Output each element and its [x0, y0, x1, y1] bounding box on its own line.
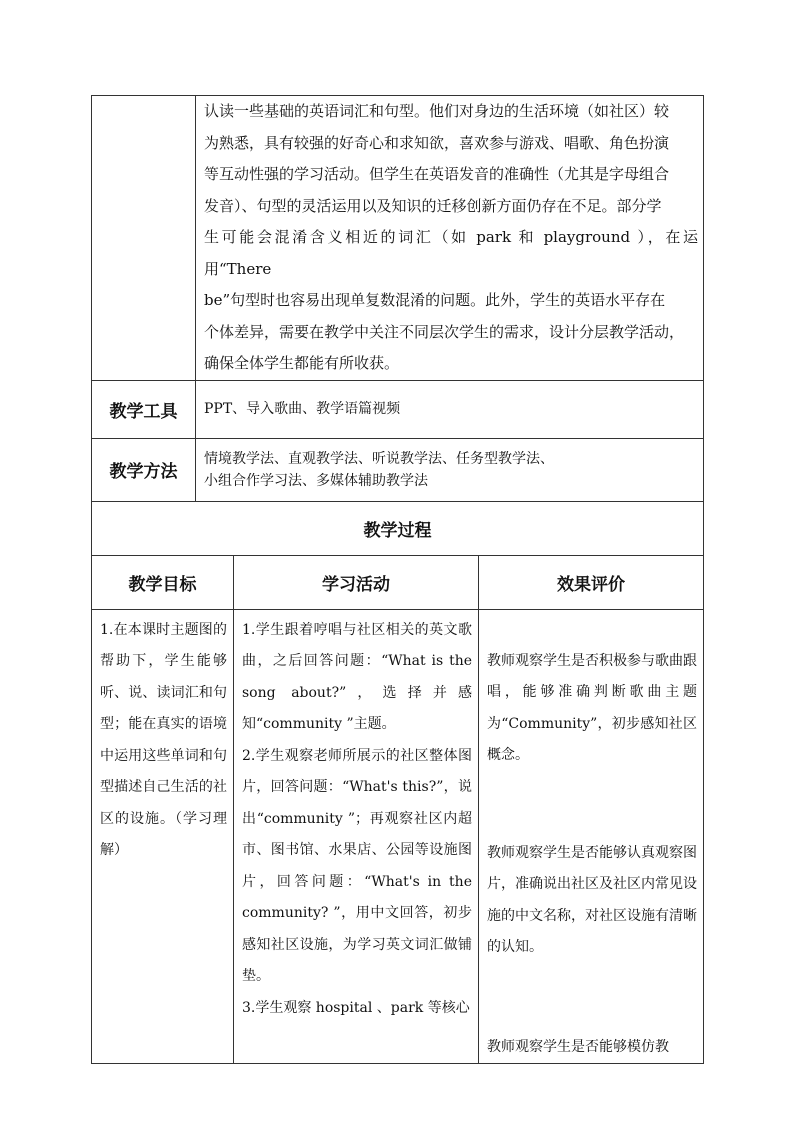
lesson-plan-table [91, 95, 704, 1064]
process-title: 教学过程 [92, 501, 704, 555]
methods-line: 情境教学法、直观教学法、听说教学法、任务型教学法、 [204, 450, 554, 467]
spacer [487, 964, 697, 1032]
intro-line: be”句型时也容易出现单复数混淆的问题。此外，学生的英语水平存在 [204, 291, 666, 309]
content-row [92, 609, 704, 1064]
evaluation-item: 教师观察学生是否能够模仿教 [487, 1038, 669, 1055]
student-analysis-cell [196, 96, 704, 381]
process-title-row [92, 501, 704, 555]
evaluation-header: 效果评价 [479, 555, 704, 609]
tools-value: PPT、导入歌曲、教学语篇视频 [196, 380, 704, 438]
methods-value [196, 438, 704, 501]
intro-line: 等互动性强的学习活动。但学生在英语发音的准确性（尤其是字母组合 [204, 165, 670, 183]
goal-cell [92, 609, 234, 1064]
evaluation-cell [479, 609, 704, 1064]
activity-item: 2.学生观察老师所展示的社区整体图片，回答问题：“What's this?”，说出“community ”；再观察社区内超市、图书馆、水果店、公园等设施图片，回答问题：“What's in the community? ”，用中文回答，初步感知社区设施，为学习英文词汇做铺垫。 [242, 747, 472, 984]
intro-line: 确保全体学生都能有所收获。 [204, 354, 400, 372]
activity-item: 3.学生观察 hospital 、park 等核心 [242, 999, 470, 1016]
tools-label: 教学工具 [92, 380, 196, 438]
activity-cell [234, 609, 479, 1064]
intro-row [92, 96, 704, 381]
goal-header: 教学目标 [92, 555, 234, 609]
intro-line: 生可能会混淆含义相近的词汇（如 park 和 playground ），在运用“There [204, 228, 699, 278]
methods-label: 教学方法 [92, 438, 196, 501]
evaluation-item: 教师观察学生是否能够认真观察图片，准确说出社区及社区内常见设施的中文名称，对社区设施有清晰的认知。 [487, 844, 698, 955]
methods-row [92, 438, 704, 501]
intro-line: 个体差异，需要在教学中关注不同层次学生的需求，设计分层教学活动， [204, 322, 685, 341]
methods-line: 小组合作学习法、多媒体辅助教学法 [204, 472, 428, 489]
evaluation-item: 教师观察学生是否积极参与歌曲跟唱，能够准确判断歌曲主题为“Community”，初步感知社区概念。 [487, 652, 698, 763]
tools-row [92, 380, 704, 438]
goal-text: 1.在本课时主题图的帮助下，学生能够听、说、读词汇和句型；能在真实的语境中运用这些单词和句型描述自己生活的社区的设施。（学习理解） [100, 621, 227, 858]
column-header-row [92, 555, 704, 609]
intro-line: 认读一些基础的英语词汇和句型。他们对身边的生活环境（如社区）较 [204, 102, 670, 120]
intro-line: 发音）、句型的灵活运用以及知识的迁移创新方面仍存在不足。部分学 [204, 196, 662, 215]
activity-header: 学习活动 [234, 555, 479, 609]
activity-item: 1.学生跟着哼唱与社区相关的英文歌曲，之后回答问题：“What is the song about?”，选择并感知“community ”主题。 [242, 621, 472, 732]
empty-label-cell [92, 96, 196, 381]
intro-line: 为熟悉，具有较强的好奇心和求知欲，喜欢参与游戏、唱歌、角色扮演 [204, 133, 670, 152]
spacer [487, 772, 697, 838]
